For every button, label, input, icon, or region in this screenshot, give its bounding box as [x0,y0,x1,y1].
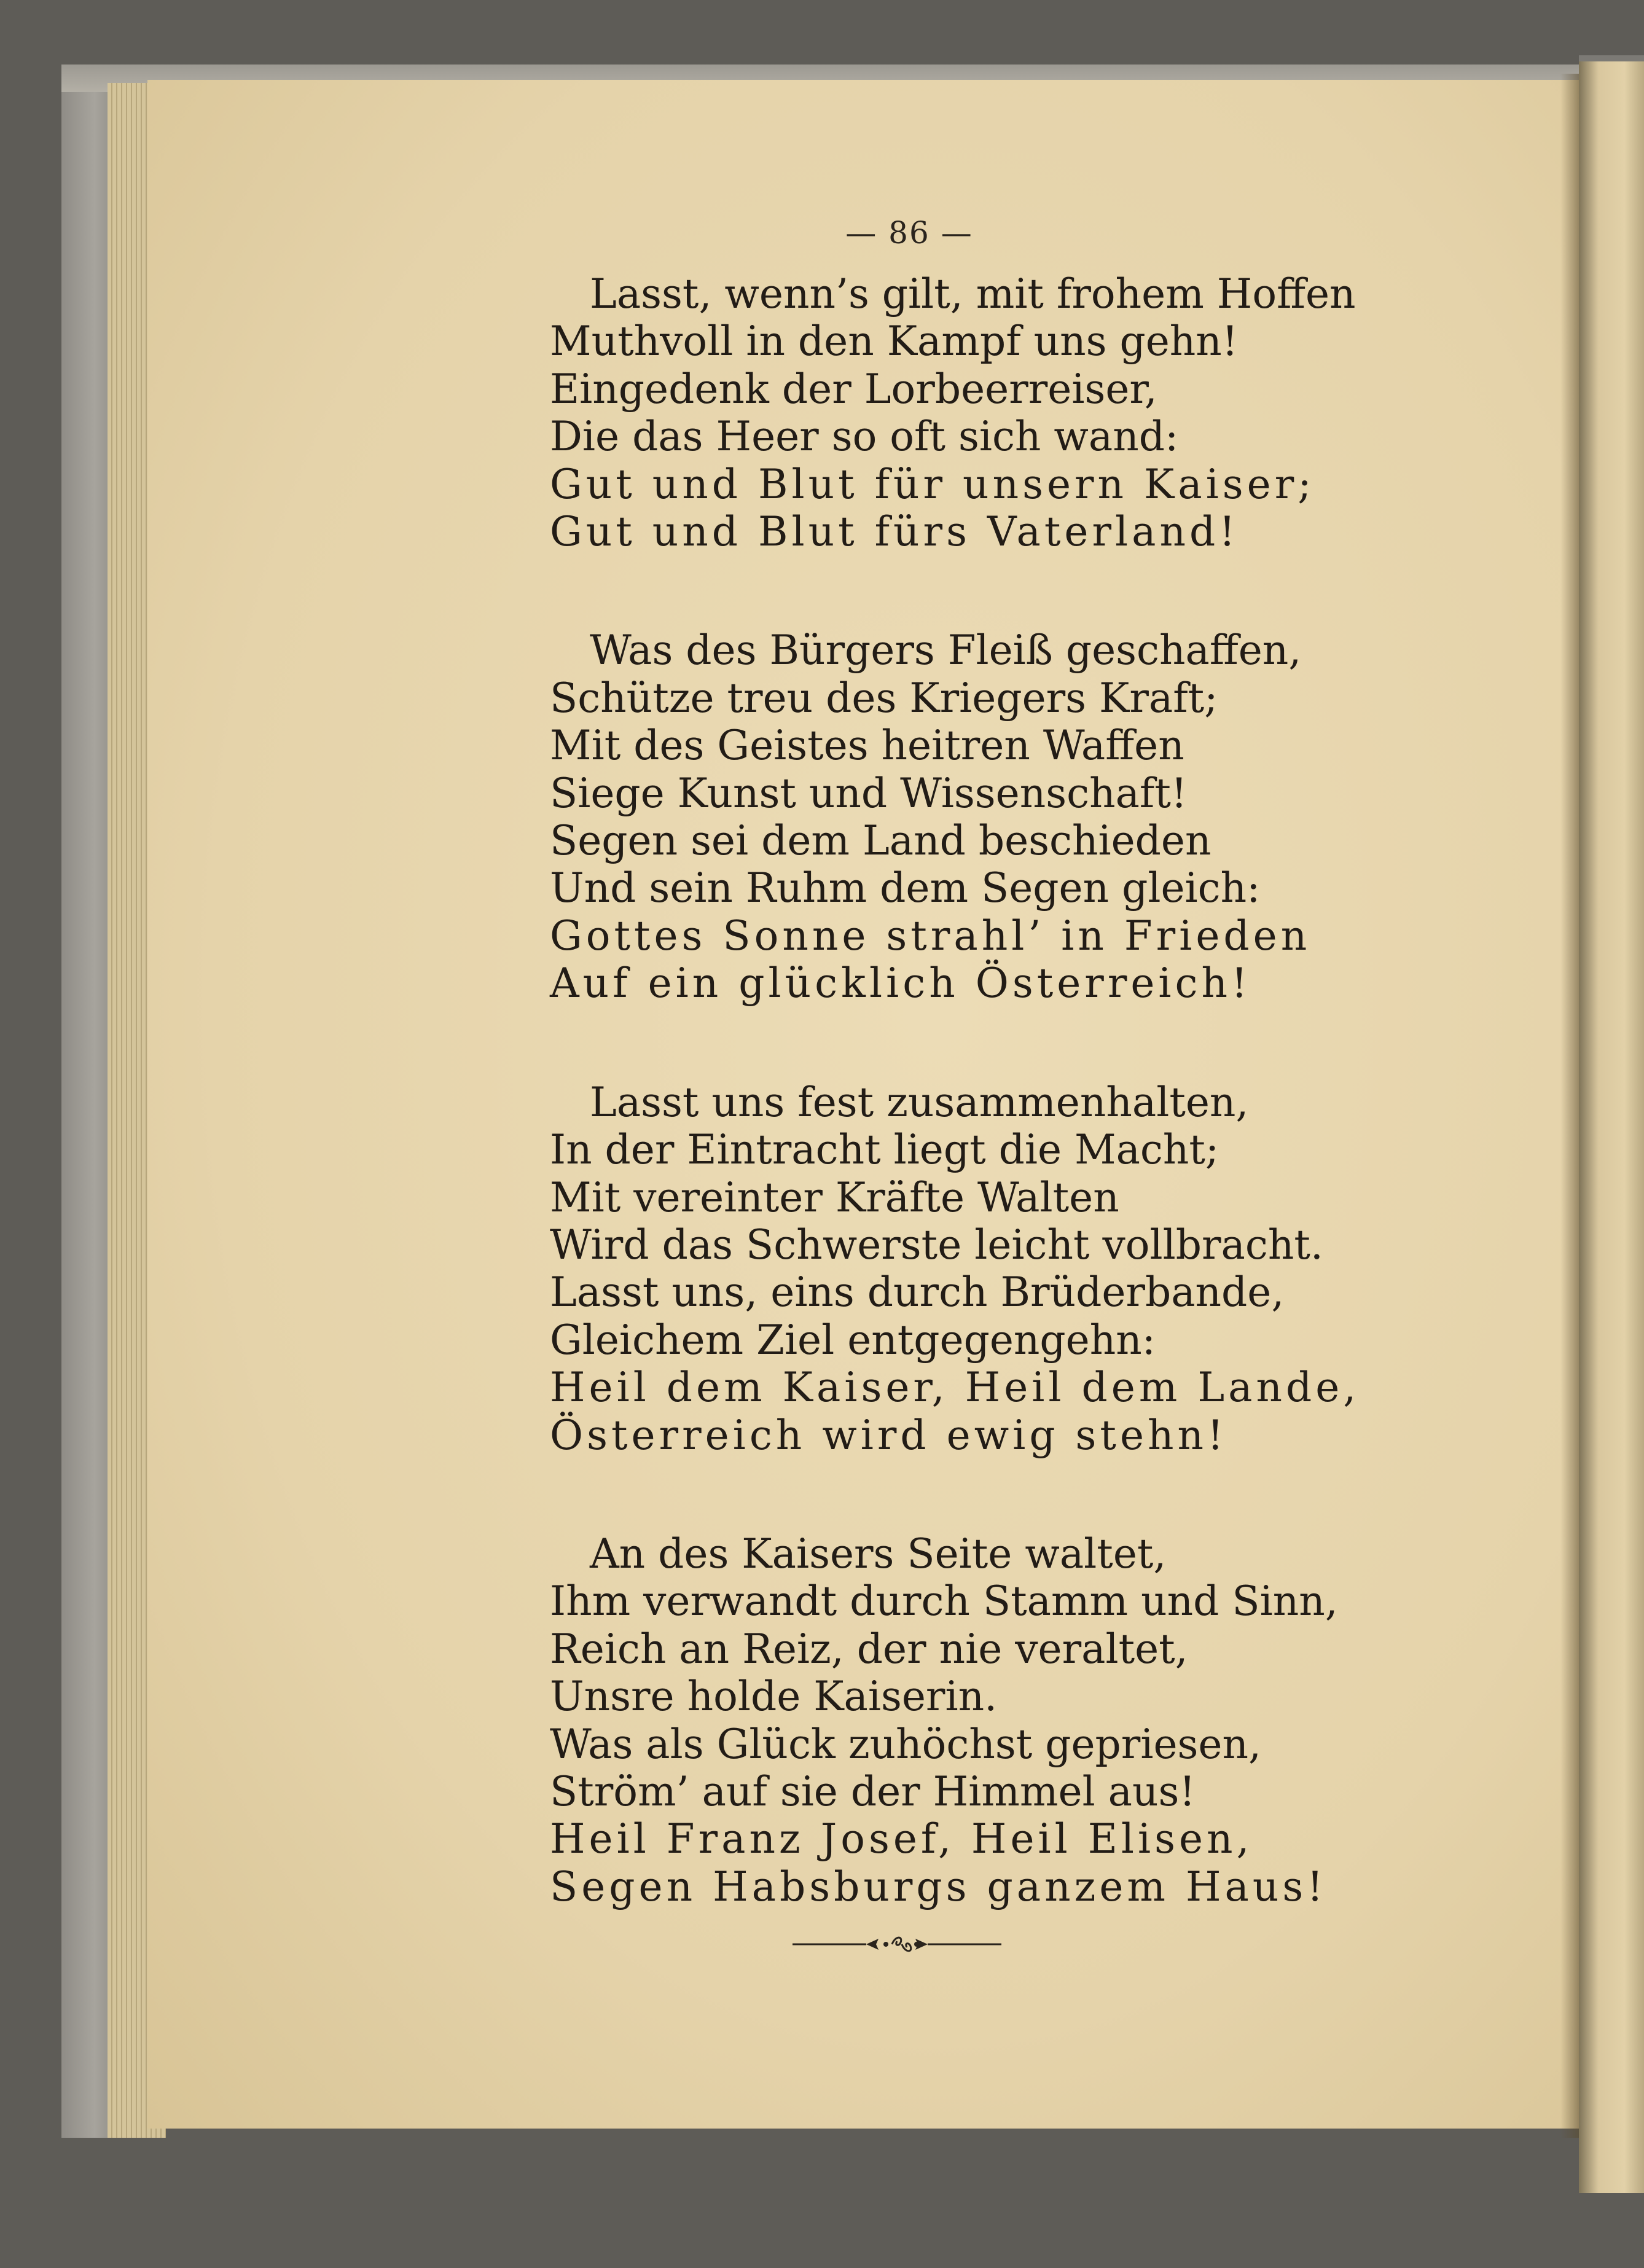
poem-line: Wird das Schwerste leicht vollbracht. [550,1221,1323,1269]
poem-line: Muthvoll in den Kampf uns gehn! [550,318,1239,366]
poem-line: Eingedenk der Lorbeerreiser, [550,365,1157,413]
poem-line: Was als Glück zuhöchst gepriesen, [550,1720,1261,1768]
poem-line: Gut und Blut für unsern Kaiser; [550,460,1315,508]
poem-line: Gottes Sonne strahl’ in Frieden [550,912,1311,960]
stanza-1 [550,270,1557,555]
poem-line: Ihm verwandt durch Stamm und Sinn, [550,1578,1338,1625]
poem-line: Ström’ auf sie der Himmel aus! [550,1767,1196,1815]
poem-line: Lasst uns, eins durch Brüderbande, [550,1269,1285,1316]
poem-line: Auf ein glücklich Österreich! [550,960,1251,1007]
poem-line: Die das Heer so oft sich wand: [550,413,1179,461]
poem-line: Reich an Reiz, der nie veraltet, [550,1625,1188,1673]
poem-line: Österreich wird ewig stehn! [550,1411,1227,1459]
poem-line: Segen Habsburgs ganzem Haus! [550,1863,1327,1910]
stanza-3 [550,1079,1557,1459]
poem-line: Siege Kunst und Wissenschaft! [550,769,1188,817]
poem-line: Heil Franz Josef, Heil Elisen, [550,1815,1253,1863]
stanza-4 [550,1530,1557,1910]
page-number: — 86 — [845,215,973,251]
poem-line: Heil dem Kaiser, Heil dem Lande, [550,1364,1360,1412]
poem-line: Und sein Ruhm dem Segen gleich: [550,864,1261,912]
fleuron-divider-icon [793,1932,1001,1957]
poem-line: Was des Bürgers Fleiß geschaffen, [590,627,1302,675]
stanza-2 [550,627,1557,1007]
poem [550,270,1557,1910]
poem-line: Gut und Blut fürs Vaterland! [550,508,1239,556]
poem-line: Mit des Geistes heitren Waffen [550,722,1184,770]
poem-line: Unsre holde Kaiserin. [550,1673,998,1721]
poem-line: An des Kaisers Seite waltet, [590,1530,1167,1578]
poem-line: Mit vereinter Kräfte Walten [550,1173,1119,1221]
poem-line: Segen sei dem Land beschieden [550,817,1211,865]
poem-line: Gleichem Ziel entgegengehn: [550,1316,1156,1364]
poem-line: Lasst uns fest zusammenhalten, [590,1078,1249,1126]
poem-line: In der Eintracht liegt die Macht; [550,1126,1219,1174]
poem-line: Lasst, wenn’s gilt, mit frohem Hoffen [590,270,1356,318]
facing-page-edge [1579,61,1644,2193]
page-gutter-shadow [1560,74,1579,2138]
poem-line: Schütze treu des Kriegers Kraft; [550,674,1218,722]
